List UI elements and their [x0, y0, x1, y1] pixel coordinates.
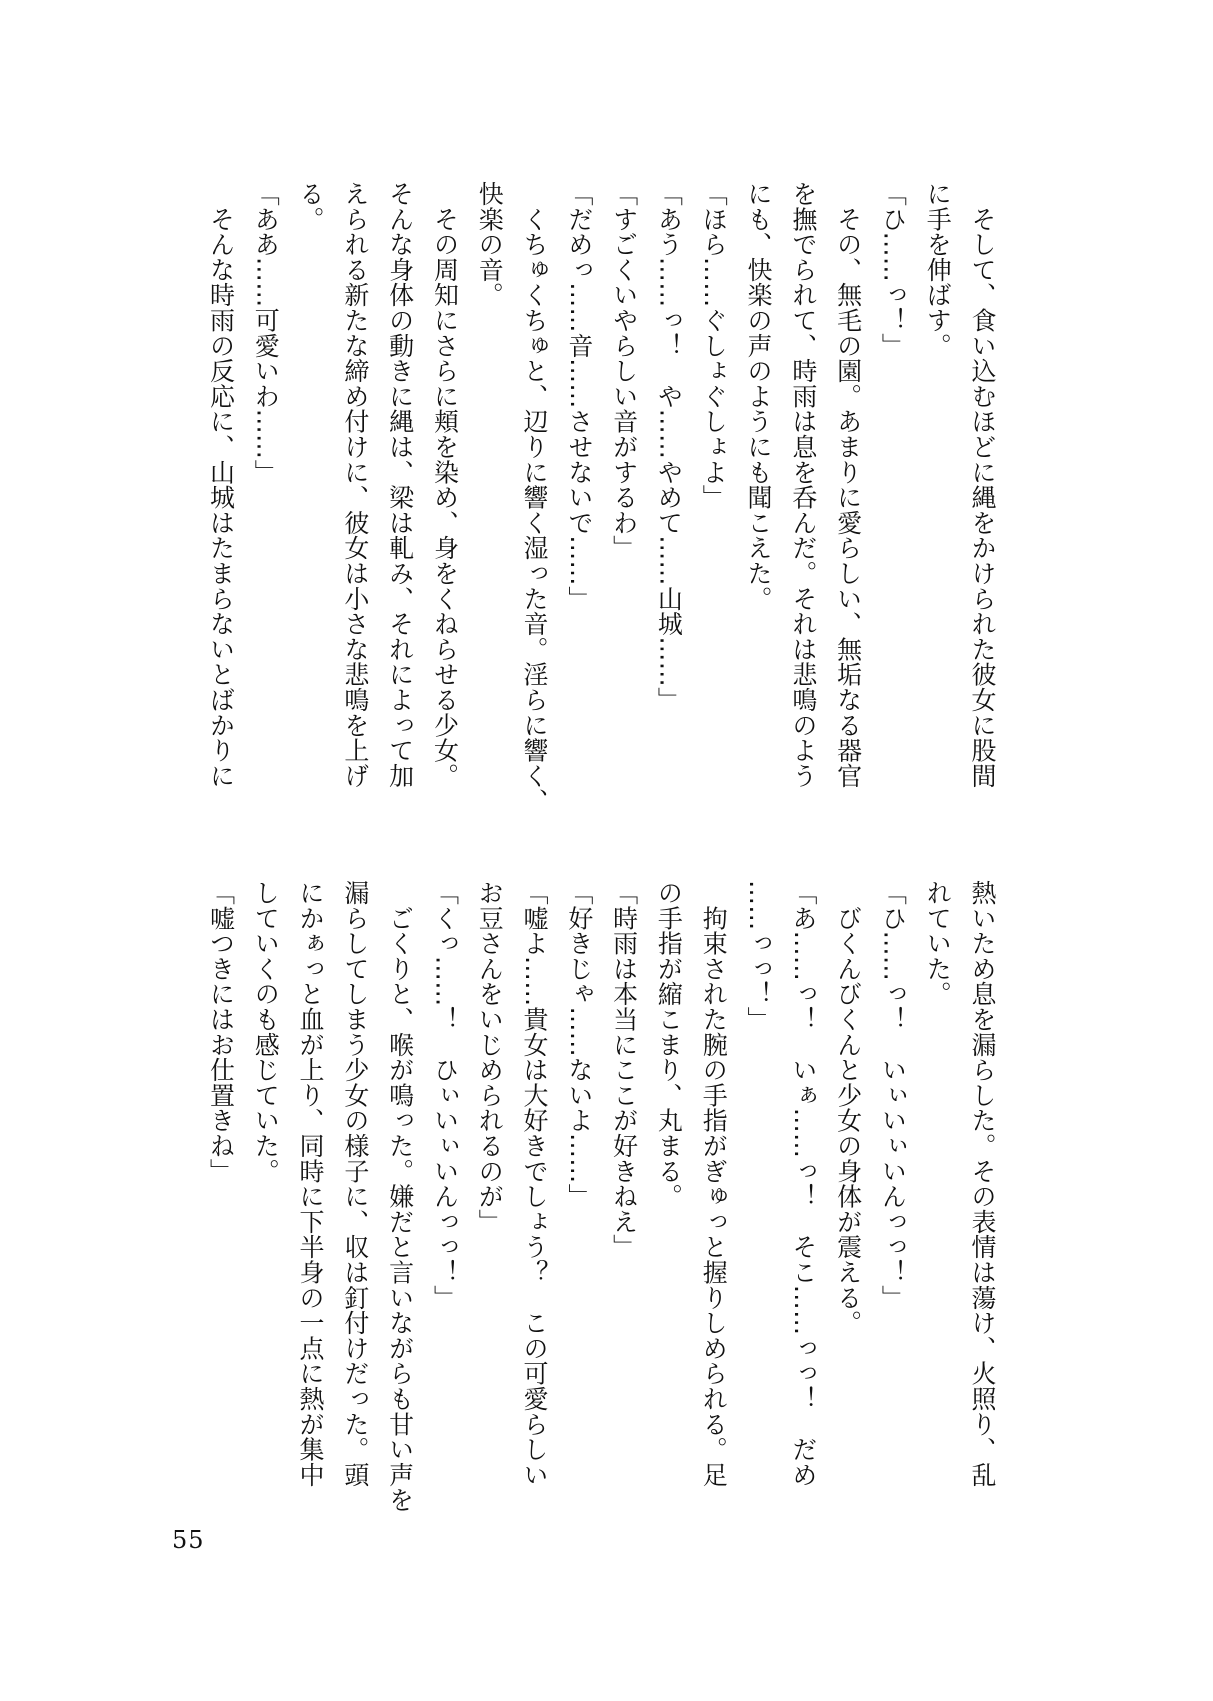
text-column: 「ひ……っ！」 [878, 181, 908, 359]
text-column: れていた。 [923, 880, 953, 1007]
text-column: にかぁっと血が上り、同時に下半身の一点に熱が集中 [296, 880, 326, 1488]
text-column: 「あ……っ！ いぁ……っ！ そこ……っっ！ だめ [788, 880, 818, 1488]
text-column: 「ああ……可愛いわ……」 [251, 181, 281, 485]
text-column: していくのも感じていた。 [251, 880, 281, 1184]
text-column: びくんびくんと少女の身体が震える。 [833, 880, 863, 1336]
text-column: ごくりと、喉が鳴った。嫌だと言いながらも甘い声を [385, 880, 415, 1513]
text-column: を撫でられて、時雨は息を呑んだ。それは悲鳴のよう [788, 181, 818, 789]
text-block-top [192, 181, 1004, 821]
text-column: その、無毛の園。あまりに愛らしい、無垢なる器官 [833, 181, 863, 789]
text-column: 「くっ……！ ひぃいぃいんっっ！」 [430, 880, 460, 1311]
text-column: ……っっ！」 [744, 880, 774, 1032]
text-column: その周知にさらに頬を染め、身をくねらせる少女。 [430, 181, 460, 789]
text-block-bottom [192, 880, 1004, 1520]
text-column: 快楽の音。 [475, 181, 505, 308]
text-column: 「あう……っ！ や……やめて……山城……」 [654, 181, 684, 713]
text-column: る。 [296, 181, 326, 232]
text-column: 「だめっ……音……させないで……」 [564, 181, 594, 612]
text-column: に手を伸ばす。 [923, 181, 953, 359]
text-column: くちゅくちゅと、辺りに響く湿った音。淫らに響く、 [520, 181, 550, 814]
text-column: 「好きじゃ……ないよ……」 [564, 880, 594, 1209]
text-column: 「嘘つきにはお仕置きね」 [206, 880, 236, 1184]
text-column: 「ひ……っ！ いぃいぃいんっっ！」 [878, 880, 908, 1311]
text-column: 「嘘よ……貴女は大好きでしょう？ この可愛らしい [520, 880, 550, 1488]
text-column: の手指が縮こまり、丸まる。 [654, 880, 684, 1209]
text-column: そんな時雨の反応に、山城はたまらないとばかりに [206, 181, 236, 789]
text-column: にも、快楽の声のようにも聞こえた。 [744, 181, 774, 612]
text-column: 「すごくいやらしい音がするわ」 [609, 181, 639, 561]
text-column: 「ほら……ぐしょぐしょよ」 [699, 181, 729, 510]
text-column: そんな身体の動きに縄は、梁は軋み、それによって加 [385, 181, 415, 789]
text-column: 熱いため息を漏らした。その表情は蕩け、火照り、乱 [968, 880, 997, 1488]
text-column: そして、食い込むほどに縄をかけられた彼女に股間 [968, 181, 997, 789]
text-column: 拘束された腕の手指がぎゅっと握りしめられる。足 [699, 880, 729, 1488]
page-number: 55 [172, 1526, 205, 1554]
text-column: えられる新たな締め付けに、彼女は小さな悲鳴を上げ [340, 181, 370, 789]
text-column: 「時雨は本当にここが好きねえ」 [609, 880, 639, 1260]
text-column: お豆さんをいじめられるのが」 [475, 880, 505, 1235]
text-column: 漏らしてしまう少女の様子に、収は釘付けだった。頭 [340, 880, 370, 1488]
